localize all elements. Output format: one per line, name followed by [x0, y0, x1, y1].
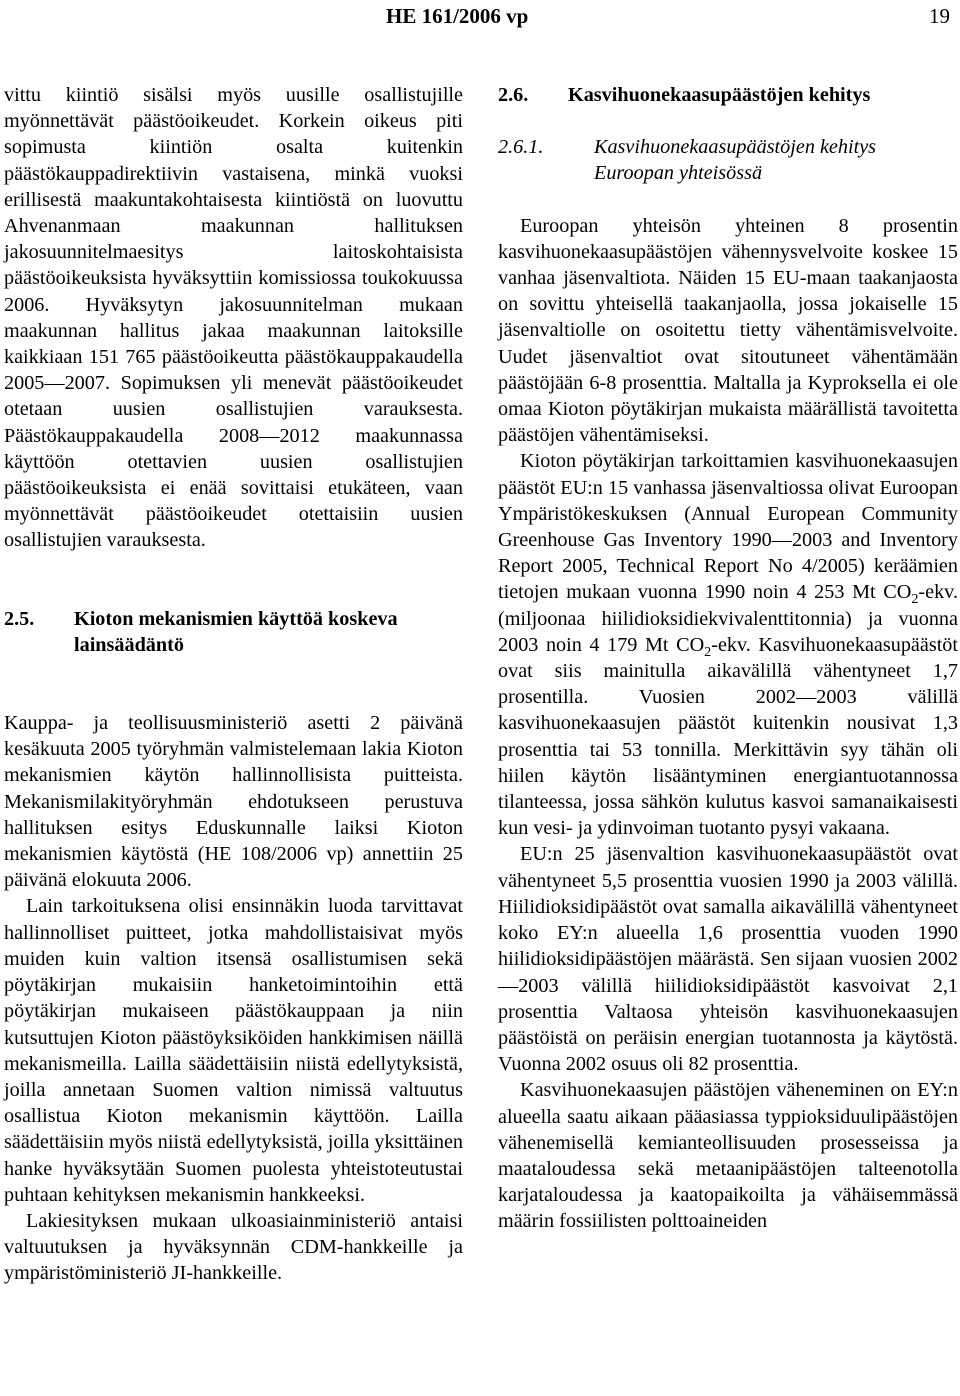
text-run: -ekv. Kasvihuonekaasupäästöt ovat siis mainitulla aikavälillä vähentyneet 1,7 prosentilla. Vuosien 2002—2003 välillä kasvihuonekaasujen päästöt kuitenkin nousivat 1,3 prosenttia tai 53 tonnilla. Merkittävin syy tähän oli hiilen käytön lisääntyminen energiantuotannossa tilanteessa, jossa sähkön kulutus kasvoi samanaikaisesti kun vesi- ja ydinvoiman tuotanto pysyi vakaana.	[498, 633, 959, 840]
document-id: HE 161/2006 vp	[386, 4, 529, 28]
paragraph: Kauppa- ja teollisuusministeriö asetti 2 päivänä kesäkuuta 2005 työryhmän valmistelemaan lakia Kioton mekanismien käytön hallinnollisista puitteista. Mekanismilakityöryhmän ehdotukseen perustuva hallituksen esitys Eduskunnalle laiksi Kioton mekanismien käytöstä (HE 108/2006 vp) annettiin 25 päivänä elokuuta 2006.	[4, 712, 463, 892]
paragraph	[498, 448, 958, 841]
paragraph: Euroopan yhteisön yhteinen 8 prosentin kasvihuonekaasupäästöjen vähennysvelvoite koskee 15 vanhaa jäsenvaltiota. Näiden 15 EU-maan taakanjaosta on sovittu yhteisellä taakanjaolla, jossa jokaiselle 15 jäsenvaltiolle on osoitettu tietty vähentämisvelvoite. Uudet jäsenvaltiot ovat sitoutuneet vähentämään päästöjään 6-8 prosenttia. Maltalla ja Kyproksella ei ole omaa Kioton pöytäkirjan mukaista määrällistä tavoitetta päästöjen vähentämiseksi.	[498, 214, 958, 447]
subsection-title: Kasvihuonekaasupäästöjen kehitys Euroopan yhteisössä	[594, 136, 877, 185]
page-number: 19	[929, 4, 950, 28]
section-heading-2-6	[498, 82, 958, 108]
left-column	[4, 82, 463, 1287]
paragraph: vittu kiintiö sisälsi myös uusille osallistujille myönnettävät päästöoikeudet. Korkein oikeus piti sopimusta kiintiön osalta kuitenkin päästökauppadirektiivin vastaisena, minkä vuoksi erillisestä maakuntakohtaisesta kiintiöstä on luovuttu Ahvenanmaan maakunnan hallituksen jakosuunnitelmaesitys laitoskohtaisista päästöoikeuksista hyväksyttiin komissiossa toukokuussa 2006. Hyväksytyn jakosuunnitelman mukaan maakunnan hallitus jakaa maakunnan laitoksille kaikkiaan 151 765 päästöoikeutta päästökauppakaudella 2005—2007. Sopimuksen yli menevät päästöoikeudet otetaan uusien osallistujien varauksesta. Päästökauppakaudella 2008—2012 maakunnassa käyttöön otettavien uusien osallistujien päästöoikeuksista ei enää sovittaisi etukäteen, vaan myönnettävät päästöoikeudet otettaisiin uusien osallistujien varauksesta.	[4, 84, 463, 552]
subscript: 2	[911, 591, 919, 608]
subsection-heading-2-6-1	[498, 134, 958, 186]
section-number: 2.6.	[498, 84, 529, 106]
right-column	[498, 82, 958, 1235]
subscript: 2	[704, 643, 712, 660]
paragraph: EU:n 25 jäsenvaltion kasvihuonekaasupäästöt ovat vähentyneet 5,5 prosenttia vuosien 1990 ja 2003 välillä. Hiilidioksidipäästöt ovat samalla aikavälillä vähentyneet koko EY:n alueella 1,6 prosenttia vuoden 1990 hiilidioksidipäästöjen määrästä. Sen sijaan vuosien 2002—2003 välillä hiilidioksidipäästöt kasvoivat 2,1 prosenttia Valtaosa yhteisön kasvihuonekaasujen päästöistä on peräisin energian tuotannosta ja käytöstä. Vuonna 2002 osuus oli 82 prosenttia.	[498, 843, 958, 1076]
paragraph: Lain tarkoituksena olisi ensinnäkin luoda tarvittavat hallinnolliset puitteet, jotka mahdollistaisivat myös muiden kuin valtion itsensä osallistumisen sekä pöytäkirjan mukaisiin hanketoimintoihin että pöytäkirjan mukaiseen päästökauppaan ja niin kutsuttujen Kioton päästöyksiköiden hankkimisen näillä mekanismeilla. Lailla säädettäisiin niistä edellytyksistä, joilla annetaan Suomen valtion nimissä valtuutus osallistua Kioton mekanismin käyttöön. Lailla säädettäisiin myös niistä edellytyksistä, joilla yksittäinen hanke hyväksytään Suomen puolesta yhteistoteutustai puhtaan kehityksen mekanismin hankkeeksi.	[4, 895, 463, 1206]
subsection-number: 2.6.1.	[498, 136, 544, 159]
paragraph: Lakiesityksen mukaan ulkoasiainministeriö antaisi valtuutuksen ja hyväksynnän CDM-hankkeille ja ympäristöministeriö JI-hankkeille.	[4, 1209, 463, 1285]
text-run: Kioton pöytäkirjan tarkoittamien kasvihuonekaasujen päästöt EU:n 15 vanhassa jäsenvaltiossa olivat Euroopan Ympäristökeskuksen (Annual European Community Greenhouse Gas Inventory 1990—2003 and Inventory Report 2005, Technical Report No 4/2005) keräämien tietojen mukaan vuonna 1990 noin 4 253 Mt CO	[498, 450, 958, 604]
section-title: Kioton mekanismien käyttöä koskeva lainsäädäntö	[74, 607, 398, 656]
text-run: -ekv. (miljoonaa hiilidioksidiekvivalenttitonnia) ja vuonna 2003 noin 4 179 Mt CO	[498, 581, 958, 656]
section-heading-2-5	[4, 606, 463, 658]
page-header	[0, 0, 960, 60]
section-number: 2.5.	[4, 607, 35, 630]
section-title: Kasvihuonekaasupäästöjen kehitys	[568, 84, 871, 106]
paragraph: Kasvihuonekaasujen päästöjen väheneminen on EY:n alueella saatu aikaan pääasiassa typpioksiduulipäästöjen vähenemisellä kemianteollisuuden prosesseissa ja maataloudessa sekä metaanipäästöjen talteenotolla karjataloudessa ja kaatopaikoilta ja vähäisemmässä määrin fossiilisten polttoaineiden	[498, 1079, 958, 1233]
